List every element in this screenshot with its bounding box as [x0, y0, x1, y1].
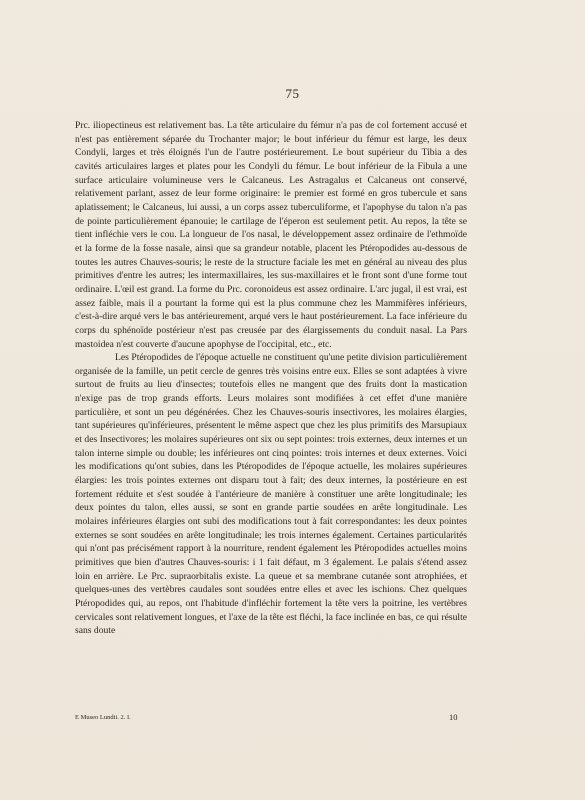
paragraph-2: Les Ptéropodides de l'époque actuelle ne constituent qu'une petite division particulièrement organisée de la famille, un petit cercle de genres très voisins entre eux. Elles se sont adaptées à vivre surtout de fruits au lieu d'insectes; toutefois elles ne mangent que des fruits dont la mastication n'exige pas de trop grands efforts. Leurs molaires sont modifiées à cet effet d'une manière particulière, et sont un peu dégénérées. Chez les Chauves-souris insectivores, les molaires élargies, tant supérieures qu'inférieures, présentent le même aspect que chez les plus primitifs des Marsupiaux et des Insectivores; les molaires supérieures ont six ou sept pointes: trois externes, deux internes et un talon interne simple ou double; les inférieures ont cinq pointes: trois internes et deux externes. Voici les modifications qu'ont subies, dans les Ptéropodides de l'époque actuelle, les molaires supérieures élargies: les trois pointes externes ont disparu tout à fait; des deux internes, la postérieure en est fortement réduite et s'est soudée à l'antérieure de manière à constituer une arête longitudinale; les deux pointes du talon, elles aussi, se sont en grande partie soudées en arête longitudinale. Les molaires inférieures élargies ont subi des modifications tout à fait correspondantes: les deux pointes externes se sont soudées en arête longitudinale; les trois internes également. Certaines particularités qui n'ont pas précisément rapport à la nourriture, rendent également les Ptéropodides actuelles moins primitives que bien d'autres Chauves-souris: i 1 fait défaut, m 3 également. Le palais s'étend assez loin en arrière. Le Prc. supraorbitalis existe. La queue et sa membrane cutanée sont atrophiées, et quelques-unes des vertèbres caudales sont soudées entre elles et avec les ischions. Chez quelques Ptéropodides qui, au repos, ont l'habitude d'infléchir fortement la tête vers la poitrine, les vertèbres cervicales sont relativement longues, et l'axe de la tête est fléchi, la face inclinée en bas, ce qui résulte sans doute	[75, 352, 467, 637]
page-number: 75	[285, 86, 300, 101]
footer-sheet-number: 10	[449, 712, 458, 722]
paragraph-1: Prc. iliopectineus est relativement bas. La tête articulaire du fémur n'a pas de col fortement accusé et n'est pas entièrement séparée du Trochanter major; le bout inférieur du fémur est large, les deux Condyli, larges et très éloignés l'un de l'autre postérieurement. Le bout supérieur du Tibia a des cavités articulaires larges et plates pour les Condyli du fémur. Le bout inférieur de la Fibula a une surface articulaire volumineuse vers le Calcaneus. Les Astragalus et Calcaneus ont conservé, relativement parlant, assez de leur forme originaire: le premier est formé en gros tubercule et sans aplatissement; le Calcaneus, lui aussi, a un corps assez tuberculiforme, et l'apophyse du talon n'a pas de pointe particulièrement épanouie; le cartilage de l'éperon est seulement petit. Au repos, la tête se tient infléchie vers le cou. La longueur de l'os nasal, le développement assez ordinaire de l'ethmoïde et la forme de la fosse nasale, ainsi que sa grandeur notable, placent les Ptéropodides au-dessous de toutes les autres Chauves-souris; le reste de la structure faciale les met en général au niveau des plus primitives d'entre les autres; les intermaxillaires, les sus-maxillaires et le front sont d'une forme tout ordinaire. L'œil est grand. La forme du Prc. coronoideus est assez ordinaire. L'arc jugal, il est vrai, est assez faible, mais il a pourtant la forme qui est la plus commune chez les Mammifères inférieurs, c'est-à-dire arqué vers le bas antérieurement, arqué vers le haut postérieurement. La face inférieure du corps du sphénoïde postérieur n'est pas creusée par des élargissements du conduit nasal. La Pars mastoidea n'est couverte d'aucune apophyse de l'occipital, etc., etc.	[75, 120, 467, 350]
page-footer	[75, 713, 467, 725]
footer-signature: E Museo Lundii. 2. I.	[75, 714, 131, 721]
body-text	[75, 119, 467, 638]
